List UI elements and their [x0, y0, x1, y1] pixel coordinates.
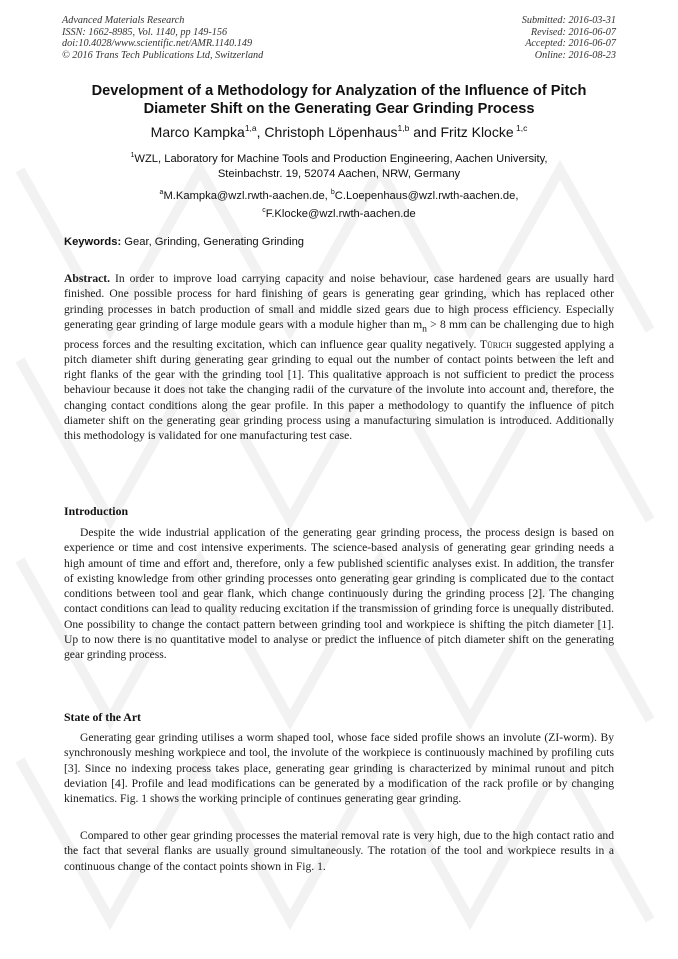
abstract-text-1: In order to improve load carrying capacity and noise behaviour, case hardened gears are usually hard finished. One possible process for hard finishing of gears is generating gear grinding, which has replaced other grinding processes in batch production of small and middle sized gears due to high process efficiency. Especially generating gear grinding of large module gears with a module higher than m	[64, 272, 614, 331]
accepted-date: Accepted: 2016-06-07	[525, 38, 616, 49]
affiliation-line-1: WZL, Laboratory for Machine Tools and Production Engineering, Aachen University,	[134, 153, 548, 165]
abstract-subscript: n	[422, 323, 427, 335]
author-1-affil: 1,a	[244, 123, 257, 133]
author-list	[40, 123, 638, 140]
abstract	[64, 271, 614, 444]
author-emails	[40, 186, 638, 221]
introduction-paragraph: Despite the wide industrial application of the generating gear grinding process, the process design is based on experience or time and cost intensive experiments. The science-based analysis of generating gear grinding needs a high amount of time and effort and, therefore, only a few published scientific analyses exist. In addition, the transfer of existing knowledge from other grinding processes onto generating gear grinding is complicated due to the contact conditions between tool and gear flank, which change continuously during the grinding process [2]. The changing contact conditions can lead to quality reducing excitation if the transmission of grinding force is unequally distributed. One possibility to change the contact pattern between grinding tool and workpiece is shifting the pitch diameter [1]. Up to now there is no quantitative model to analyse or predict the influence of pitch diameter shift on the generating gear grinding process.	[64, 526, 614, 662]
section-heading-introduction: Introduction	[64, 504, 129, 518]
affiliation-line-2: Steinbachstr. 19, 52074 Aachen, NRW, Germany	[217, 168, 461, 180]
author-separator: and	[409, 124, 441, 140]
affiliation	[40, 148, 638, 182]
author-2-affil: 1,b	[397, 123, 410, 133]
email-b: C.Loepenhaus@wzl.rwth-aachen.de,	[334, 190, 519, 202]
email-c: F.Klocke@wzl.rwth-aachen.de	[265, 207, 416, 220]
revised-date: Revised: 2016-06-07	[530, 26, 616, 38]
doi-line: doi:10.4028/www.scientific.net/AMR.1140.149	[62, 38, 253, 49]
affiliation-marker: 1	[130, 152, 135, 159]
keywords-label: Keywords:	[64, 236, 122, 248]
title-line-1: Development of a Methodology for Analyzation of the Influence of Pitch	[91, 83, 587, 99]
author-separator: ,	[256, 124, 265, 140]
email-marker-c: c	[262, 206, 266, 214]
author-2: Christoph Löpenhaus	[264, 124, 398, 140]
issn-line: ISSN: 1662-8985, Vol. 1140, pp 149-156	[62, 26, 228, 38]
abstract-text-2: > 8 mm can be challenging due to high process forces and the resulting excitation, which can influence gear quality negatively.	[64, 317, 614, 351]
author-3: Fritz Klocke	[440, 124, 514, 140]
author-1: Marco Kampka	[150, 124, 245, 140]
section-heading-state-of-art: State of the Art	[64, 710, 141, 724]
keywords	[64, 236, 304, 248]
author-3-affil: 1,c	[513, 123, 528, 133]
journal-info	[62, 15, 263, 61]
online-date: Online: 2016-08-23	[534, 49, 616, 61]
abstract-label: Abstract.	[64, 272, 111, 285]
keywords-text: Gear, Grinding, Generating Grinding	[121, 236, 305, 248]
journal-name: Advanced Materials Research	[62, 15, 185, 26]
publication-dates	[522, 15, 616, 61]
paper-title	[40, 82, 638, 118]
cited-author: Türich	[479, 337, 512, 351]
copyright-line: © 2016 Trans Tech Publications Ltd, Switzerland	[62, 49, 264, 61]
email-a: M.Kampka@wzl.rwth-aachen.de,	[163, 190, 331, 202]
state-of-art-paragraph-1: Generating gear grinding utilises a worm shaped tool, whose face sided profile shows an involute (ZI-worm). By synchronously meshing workpiece and tool, the involute of the workpiece is continuously machined by profiling cuts [3]. Since no indexing process takes place, generating gear grinding is characterized by minimal runout and pitch deviation [4]. Profile and lead modifications can be generated by a modification of the rack profile or by changing kinematics. Fig. 1 shows the working principle of continues generating gear grinding.	[64, 731, 614, 806]
submitted-date: Submitted: 2016-03-31	[521, 15, 616, 26]
email-marker-b: b	[330, 189, 335, 196]
state-of-art-paragraph-2: Compared to other gear grinding processes the material removal rate is very high, due to the high contact ratio and the fact that several flanks are usually ground simultaneously. The rotation of the tool and workpiece results in a continuous change of the contact points shown in Fig. 1.	[64, 829, 614, 873]
abstract-text-3: suggested applying a pitch diameter shift during generating gear grinding to equal out the number of contact points between the left and right flanks of the gear with the grinding tool [1]. This qualitative approach is not sufficient to predict the process behaviour because it does not take the changing radii of the curvature of the involute into account and, therefore, the changing contact conditions along the gear profile. In this paper a methodology to quantify the influence of pitch diameter shift on the generating gear grinding process using a manufacturing simulation is introduced. Additionally this methodology is validated for one manufacturing test case.	[64, 337, 614, 443]
title-line-2: Diameter Shift on the Generating Gear Grinding Process	[143, 101, 535, 117]
email-marker-a: a	[159, 189, 164, 196]
